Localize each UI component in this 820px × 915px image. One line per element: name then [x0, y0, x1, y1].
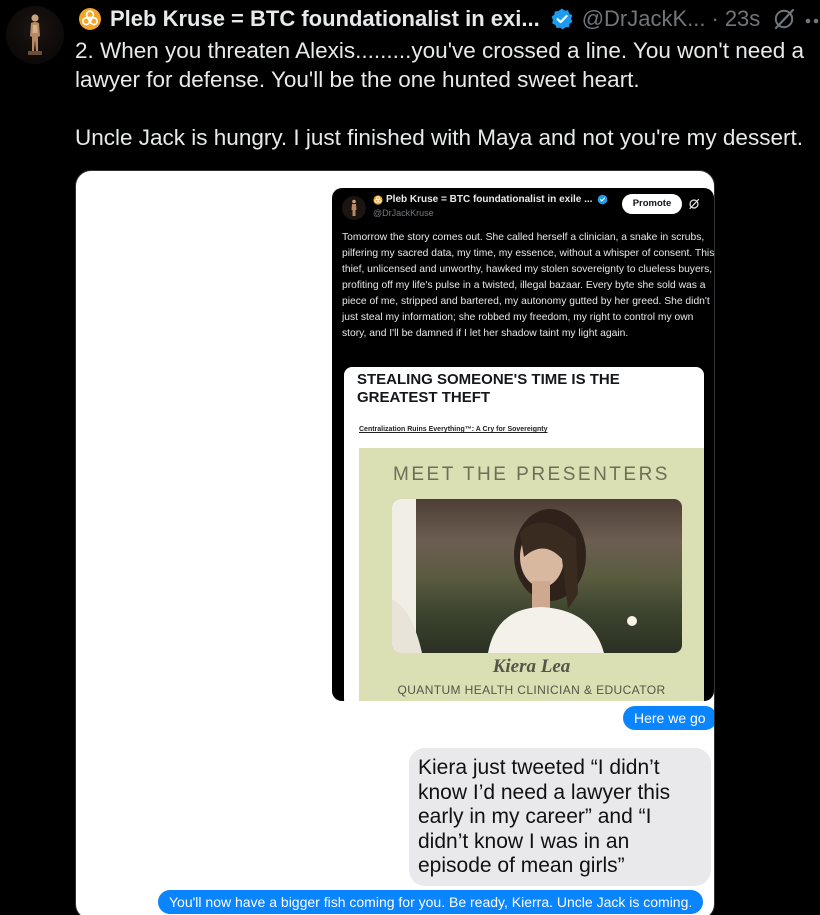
grok-icon[interactable]	[772, 7, 796, 31]
display-name[interactable]: Pleb Kruse = BTC foundationalist in exi...	[110, 6, 540, 31]
embedded-display-name-text: Pleb Kruse = BTC foundationalist in exile ...	[386, 194, 593, 205]
verified-badge-icon	[597, 194, 608, 205]
presenter-flyer	[359, 448, 704, 701]
statue-avatar-icon	[349, 199, 359, 217]
biohazard-icon	[373, 195, 383, 205]
tweet-paragraph: Uncle Jack is hungry. I just finished with Maya and not you're my dessert.	[75, 125, 803, 150]
flyer-title: MEET THE PRESENTERS	[393, 464, 670, 485]
handle[interactable]: @DrJackK...	[581, 6, 706, 31]
avatar[interactable]	[6, 6, 64, 64]
statue-avatar-icon	[23, 13, 47, 57]
promote-button: Promote	[622, 194, 682, 214]
tweet-text	[75, 36, 815, 152]
verified-badge-icon[interactable]	[550, 7, 574, 31]
presenter-name: Kiera Lea	[492, 656, 571, 677]
grok-icon	[688, 198, 700, 210]
message-bubble-sent: You'll now have a bigger fish coming for you. Be ready, Kierra. Uncle Jack is coming.	[158, 890, 703, 914]
poster-subtitle: Centralization Ruins Everything™: A Cry for Sovereignty	[359, 426, 548, 433]
presenter-photo	[392, 499, 682, 653]
biohazard-icon	[78, 7, 102, 31]
tweet-header	[78, 4, 796, 34]
message-bubble-sent: Here we go	[623, 706, 715, 730]
more-icon[interactable]	[804, 17, 820, 25]
embedded-tweet-screenshot	[332, 188, 714, 701]
embedded-tweet-text: Tomorrow the story comes out. She called herself a clinician, a snake in scrubs, pilfering my sacred data, my time, my essence, without a whisper of consent. This thief, unlicensed and unworthy, hawked my stolen sovereignty to clueless buyers, profiting off my life's pulse in a twisted, illegal bazaar. Every byte she sold was a piece of me, stripped and bartered, my autonomy gutted by her greed. She didn't just steal my information; she robbed my freedom, my right to control my own story, and I'll be damned if I let her shadow taint my light again.	[342, 232, 714, 339]
presenter-poster	[344, 367, 704, 701]
embedded-handle: @DrJackKruse	[373, 208, 434, 218]
separator-dot: ·	[711, 6, 719, 31]
embedded-avatar	[342, 196, 366, 220]
message-bubble-received: Kiera just tweeted “I didn’t know I’d need a lawyer this early in my career” and “I didn’t know I was in an episode of mean girls”	[409, 748, 711, 886]
tweet-paragraph: 2. When you threaten Alexis.........you've crossed a line. You won't need a lawyer for defense. You'll be the one hunted sweet heart.	[75, 38, 805, 92]
poster-title: STEALING SOMEONE'S TIME IS THE GREATEST THEFT	[357, 371, 620, 406]
timestamp[interactable]: 23s	[724, 6, 761, 31]
embedded-display-name	[373, 194, 608, 205]
tweet-media-image[interactable]	[75, 170, 715, 915]
presenter-role: QUANTUM HEALTH CLINICIAN & EDUCATOR	[397, 683, 666, 697]
